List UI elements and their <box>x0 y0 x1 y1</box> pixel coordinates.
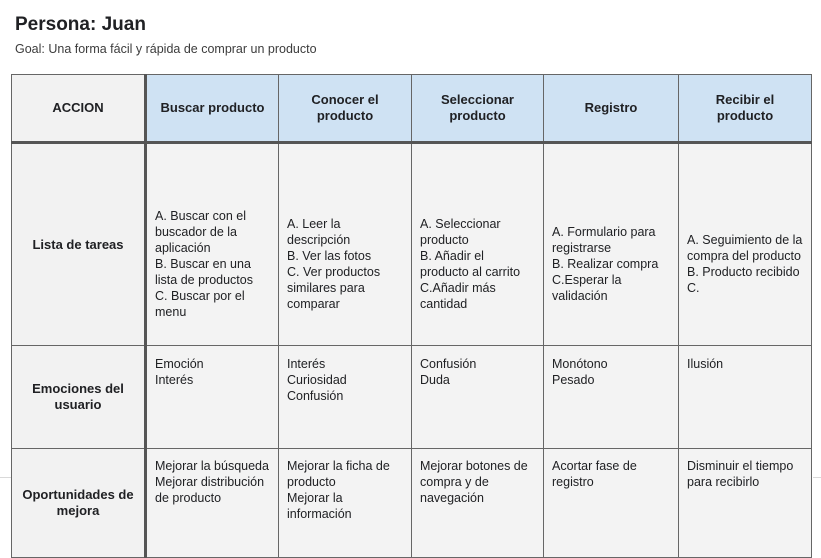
table-cell: A. Buscar con el buscador de la aplicación B. Buscar en una lista de productos C. Buscar por el menu <box>146 143 279 346</box>
table-cell: Mejorar la ficha de producto Mejorar la información <box>279 449 412 558</box>
persona-title: Persona: Juan <box>15 14 146 35</box>
table-cell: Monótono Pesado <box>544 346 679 449</box>
table-cell: A. Leer la descripción B. Ver las fotos C. Ver productos similares para comparar <box>279 143 412 346</box>
goal-subtitle: Goal: Una forma fácil y rápida de comprar un producto <box>15 42 317 56</box>
column-header-recibir-producto: Recibir el producto <box>679 75 812 143</box>
page-divider-right <box>813 477 821 478</box>
table-cell: A. Seleccionar producto B. Añadir el producto al carrito C.Añadir más cantidad <box>412 143 544 346</box>
column-header-registro: Registro <box>544 75 679 143</box>
column-header-seleccionar-producto: Seleccionar producto <box>412 75 544 143</box>
table-cell: A. Seguimiento de la compra del producto B. Producto recibido C. <box>679 143 812 346</box>
table-cell: A. Formulario para registrarse B. Realizar compra C.Esperar la validación <box>544 143 679 346</box>
table-cell: Confusión Duda <box>412 346 544 449</box>
table-cell: Disminuir el tiempo para recibirlo <box>679 449 812 558</box>
header-row <box>12 75 812 143</box>
table-cell: Acortar fase de registro <box>544 449 679 558</box>
journey-map-table <box>11 74 812 558</box>
table-cell: Emoción Interés <box>146 346 279 449</box>
table-cell: Ilusión <box>679 346 812 449</box>
table-cell: Mejorar botones de compra y de navegación <box>412 449 544 558</box>
table-cell: Interés Curiosidad Confusión <box>279 346 412 449</box>
table-row-oportunidades <box>12 449 812 558</box>
corner-header-accion: ACCION <box>12 75 146 143</box>
table-cell: Mejorar la búsqueda Mejorar distribución de producto <box>146 449 279 558</box>
column-header-conocer-producto: Conocer el producto <box>279 75 412 143</box>
row-header-tareas: Lista de tareas <box>12 143 146 346</box>
table-row-emociones <box>12 346 812 449</box>
row-header-oportunidades: Oportunidades de mejora <box>12 449 146 558</box>
row-header-emociones: Emociones del usuario <box>12 346 146 449</box>
page-divider-left <box>0 477 11 478</box>
table-row-tareas <box>12 143 812 346</box>
column-header-buscar-producto: Buscar producto <box>146 75 279 143</box>
